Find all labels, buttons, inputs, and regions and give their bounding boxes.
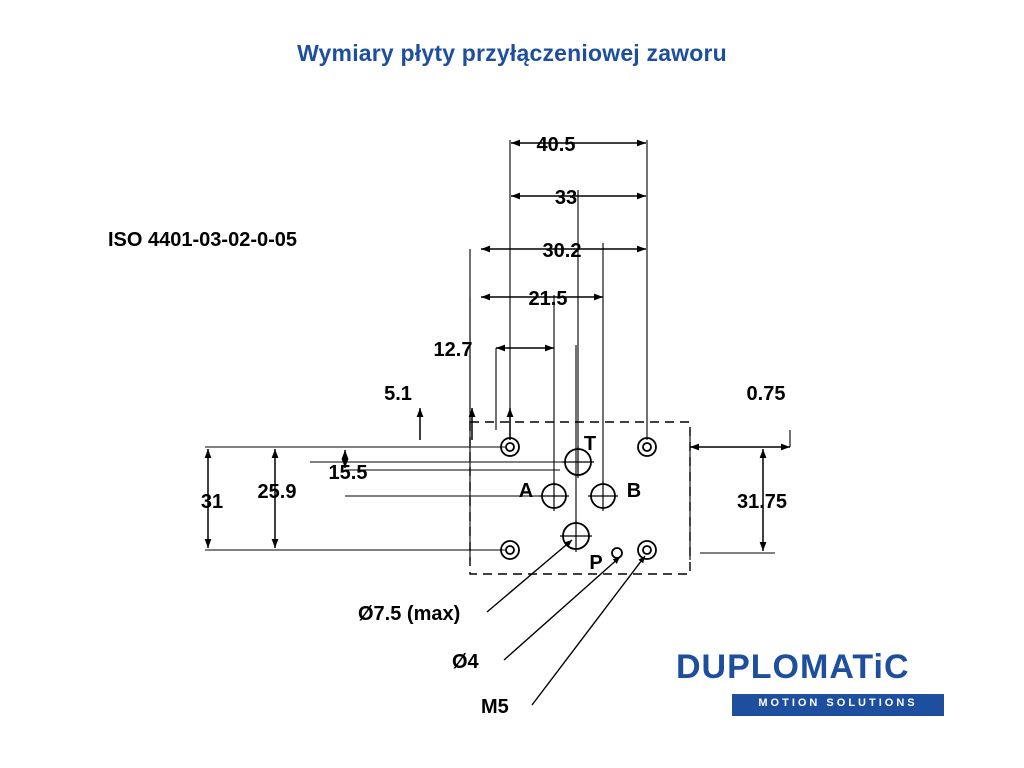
dim-33: 33 — [554, 187, 578, 209]
page-title: Wymiary płyty przyłączeniowej zaworu — [297, 40, 727, 66]
standard-label: ISO 4401-03-02-0-05 — [108, 229, 298, 251]
dim-30-2: 30.2 — [542, 240, 582, 262]
duplomatic-logo — [676, 648, 944, 720]
dim-40-5: 40.5 — [536, 134, 576, 156]
dim-31: 31 — [200, 491, 224, 513]
dim-12-7: 12.7 — [433, 339, 473, 361]
callout-m5: M5 — [481, 696, 509, 718]
port-label-p: P — [589, 552, 603, 574]
dim-25-9: 25.9 — [257, 481, 297, 503]
port-label-a: A — [518, 480, 534, 502]
logo-wordmark: DUPLOMATiC — [676, 648, 910, 686]
logo-tagline: MOTION SOLUTIONS — [758, 697, 918, 709]
callout-diameter-7-5: Ø7.5 (max) — [358, 603, 461, 625]
dim-0-75: 0.75 — [746, 383, 786, 405]
dim-21-5: 21.5 — [528, 288, 568, 310]
dim-31-75: 31.75 — [736, 491, 788, 513]
callout-diameter-4: Ø4 — [452, 651, 479, 673]
dim-5-1: 5.1 — [384, 383, 412, 405]
port-label-b: B — [626, 480, 642, 502]
port-label-t: T — [583, 433, 597, 455]
dim-15-5: 15.5 — [328, 462, 368, 484]
